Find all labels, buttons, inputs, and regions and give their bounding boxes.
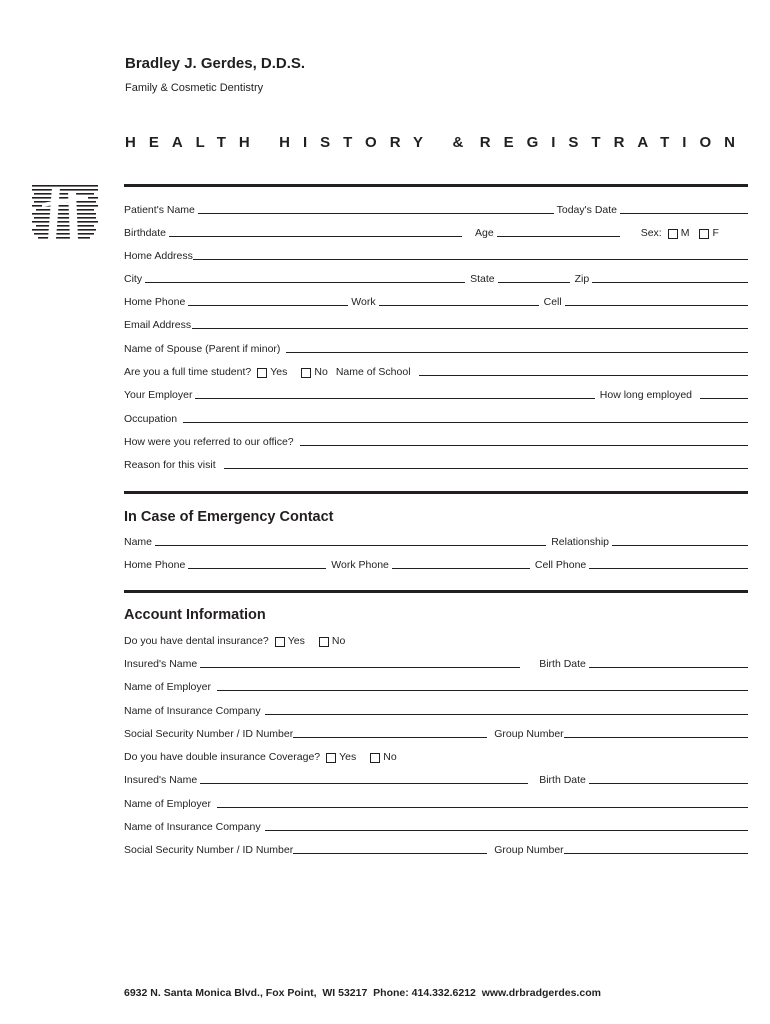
student-yes-label: Yes: [270, 366, 288, 378]
form-title-word: HISTORY: [279, 134, 437, 151]
female-checkbox[interactable]: [699, 229, 709, 239]
dental-insurance-yes-label: Yes: [287, 635, 305, 647]
employer-label: Your Employer: [124, 389, 193, 401]
home-address-label: Home Address: [124, 250, 193, 262]
employer-row: [124, 387, 748, 401]
relationship-label: Relationship: [551, 536, 609, 548]
insured-name-field[interactable]: [200, 783, 528, 784]
male-label: M: [680, 227, 690, 239]
student-no-checkbox[interactable]: [301, 368, 311, 378]
student-no-label: No: [314, 366, 328, 378]
city-label: City: [124, 273, 143, 285]
account-section-title: Account Information: [124, 607, 266, 623]
ssn-field[interactable]: [293, 737, 487, 738]
occupation-label: Occupation: [124, 413, 178, 425]
state-label: State: [470, 273, 495, 285]
insured-name-row-1: [124, 656, 748, 670]
cell-field[interactable]: [565, 305, 748, 306]
home-phone-label: Home Phone: [124, 296, 186, 308]
patient-name-row: [124, 202, 748, 216]
occupation-field[interactable]: [183, 422, 748, 423]
age-label: Age: [475, 227, 494, 239]
how-long-field[interactable]: [700, 398, 748, 399]
city-field[interactable]: [145, 282, 465, 283]
insurance-company-label: Name of Insurance Company: [124, 821, 261, 833]
double-insurance-no-label: No: [383, 751, 397, 763]
group-number-label: Group Number: [494, 844, 564, 856]
state-field[interactable]: [498, 282, 570, 283]
birth-date-field[interactable]: [589, 667, 748, 668]
dental-insurance-no-label: No: [331, 635, 346, 647]
emergency-home-phone-field[interactable]: [188, 568, 326, 569]
ssn-field[interactable]: [293, 853, 487, 854]
group-number-field[interactable]: [564, 853, 748, 854]
relationship-field[interactable]: [612, 545, 748, 546]
form-title-word: &: [452, 134, 464, 151]
section-divider: [124, 184, 748, 187]
insurance-company-row-2: [124, 819, 748, 833]
home-address-field[interactable]: [193, 259, 748, 260]
dental-insurance-question: Do you have dental insurance?: [124, 635, 269, 647]
emergency-name-label: Name: [124, 536, 153, 548]
home-phone-field[interactable]: [188, 305, 348, 306]
email-row: [124, 317, 748, 331]
insurance-company-field[interactable]: [265, 830, 748, 831]
footer-contact: 6932 N. Santa Monica Blvd., Fox Point, WI 53217 Phone: 414.332.6212 www.drbradgerdes.com: [124, 987, 601, 999]
insurance-company-label: Name of Insurance Company: [124, 705, 261, 717]
sex-label: Sex:: [640, 227, 662, 239]
cell-label: Cell: [543, 296, 562, 308]
insurance-company-field[interactable]: [265, 714, 748, 715]
insured-name-field[interactable]: [200, 667, 520, 668]
emergency-section-title: In Case of Emergency Contact: [124, 509, 334, 525]
emergency-work-phone-label: Work Phone: [331, 559, 389, 571]
double-insurance-row: [124, 749, 748, 763]
reason-row: [124, 457, 748, 471]
form-title-word: REGISTRATION: [479, 134, 748, 151]
zip-field[interactable]: [592, 282, 748, 283]
double-insurance-yes-label: Yes: [339, 751, 357, 763]
dental-insurance-yes-checkbox[interactable]: [275, 637, 285, 647]
how-long-label: How long employed: [599, 389, 692, 401]
emergency-cell-phone-field[interactable]: [589, 568, 748, 569]
referred-field[interactable]: [300, 445, 748, 446]
employer-field[interactable]: [195, 398, 594, 399]
home-address-row: [124, 248, 748, 262]
referred-label: How were you referred to our office?: [124, 436, 294, 448]
form-title: [125, 134, 748, 151]
insurance-employer-label: Name of Employer: [124, 681, 211, 693]
ssn-row-1: [124, 726, 748, 740]
school-field[interactable]: [419, 375, 748, 376]
insurance-employer-label: Name of Employer: [124, 798, 211, 810]
student-question: Are you a full time student?: [124, 366, 252, 378]
school-label: Name of School: [335, 366, 411, 378]
spouse-row: [124, 341, 748, 355]
group-number-label: Group Number: [494, 728, 564, 740]
reason-field[interactable]: [224, 468, 748, 469]
city-row: [124, 271, 748, 285]
practice-name: Bradley J. Gerdes, D.D.S.: [125, 55, 306, 72]
insured-name-label: Insured's Name: [124, 774, 198, 786]
double-insurance-yes-checkbox[interactable]: [326, 753, 336, 763]
group-number-field[interactable]: [564, 737, 748, 738]
patient-name-field[interactable]: [198, 213, 554, 214]
age-field[interactable]: [497, 236, 620, 237]
emergency-cell-phone-label: Cell Phone: [534, 559, 587, 571]
zip-label: Zip: [574, 273, 590, 285]
section-divider: [124, 491, 748, 494]
email-field[interactable]: [192, 328, 748, 329]
insurance-employer-field[interactable]: [217, 807, 748, 808]
insured-name-row-2: [124, 772, 748, 786]
birth-date-label: Birth Date: [539, 658, 586, 670]
spouse-label: Name of Spouse (Parent if minor): [124, 343, 281, 355]
employer-row-2: [124, 796, 748, 810]
ssn-label: Social Security Number / ID Number: [124, 844, 294, 856]
reason-label: Reason for this visit: [124, 459, 216, 471]
insured-name-label: Insured's Name: [124, 658, 198, 670]
work-label: Work: [351, 296, 376, 308]
phone-row: [124, 294, 748, 308]
patient-name-label: Patient's Name: [124, 204, 195, 216]
birthdate-field[interactable]: [169, 236, 462, 237]
occupation-row: [124, 411, 748, 425]
insurance-company-row-1: [124, 703, 748, 717]
dental-insurance-row: [124, 633, 748, 647]
student-row: [124, 364, 748, 378]
double-insurance-no-checkbox[interactable]: [370, 753, 380, 763]
ssn-label: Social Security Number / ID Number: [124, 728, 294, 740]
female-label: F: [712, 227, 719, 239]
double-insurance-question: Do you have double insurance Coverage?: [124, 751, 321, 763]
section-divider: [124, 590, 748, 593]
emergency-home-phone-label: Home Phone: [124, 559, 186, 571]
work-field[interactable]: [379, 305, 539, 306]
birth-date-label: Birth Date: [539, 774, 586, 786]
todays-date-field[interactable]: [620, 213, 748, 214]
employer-row-1: [124, 679, 748, 693]
practice-logo: [30, 183, 100, 243]
ssn-row-2: [124, 842, 748, 856]
referred-row: [124, 434, 748, 448]
todays-date-label: Today's Date: [556, 204, 617, 216]
dental-insurance-no-checkbox[interactable]: [319, 637, 329, 647]
email-label: Email Address: [124, 319, 192, 331]
male-checkbox[interactable]: [668, 229, 678, 239]
emergency-phone-row: [124, 557, 748, 571]
birthdate-label: Birthdate: [124, 227, 167, 239]
emergency-name-field[interactable]: [155, 545, 546, 546]
student-yes-checkbox[interactable]: [257, 368, 267, 378]
insurance-employer-field[interactable]: [217, 690, 748, 691]
emergency-work-phone-field[interactable]: [392, 568, 530, 569]
form-title-word: HEALTH: [125, 134, 263, 151]
practice-subtitle: Family & Cosmetic Dentistry: [125, 82, 264, 94]
birth-date-field[interactable]: [589, 783, 748, 784]
spouse-field[interactable]: [286, 352, 748, 353]
birthdate-row: [124, 225, 748, 239]
emergency-name-row: [124, 534, 748, 548]
